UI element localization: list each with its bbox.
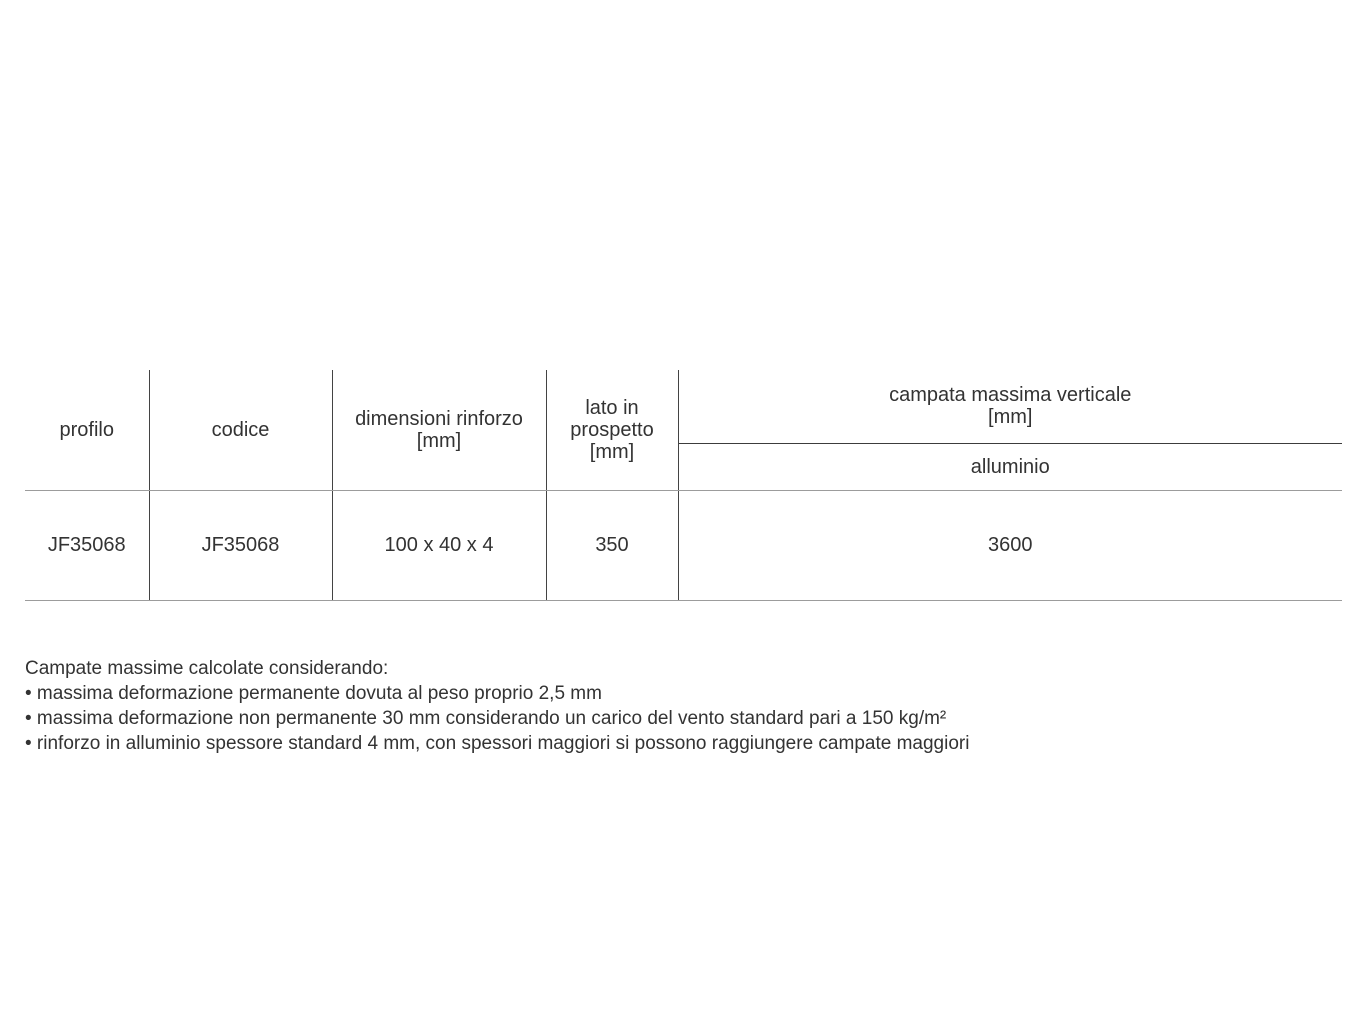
footnotes (25, 656, 969, 756)
column-header-profilo (25, 370, 149, 490)
header-line: dimensioni rinforzo (355, 407, 523, 430)
footnote-item: • rinforzo in alluminio spessore standard 4 mm, con spessori maggiori si possono raggiungere campate maggiori (25, 733, 970, 754)
subheader-line: alluminio (970, 455, 1050, 478)
column-header-campata-massima-verticale (678, 370, 1342, 443)
column-header-dimensioni-rinforzo (332, 370, 546, 490)
header-line: codice (211, 418, 270, 441)
cell-lato-in-prospetto: 350 (546, 490, 678, 600)
profile-spec-table (25, 370, 1342, 601)
footnote-item: • massima deformazione permanente dovuta al peso proprio 2,5 mm (25, 683, 602, 704)
cell-codice: JF35068 (149, 490, 332, 600)
column-header-lato-in-prospetto (546, 370, 678, 490)
footnote-intro: Campate massime calcolate considerando: (25, 658, 389, 679)
cell-campata-alluminio: 3600 (678, 490, 1342, 600)
spec-table (25, 370, 1342, 601)
header-line: lato in (585, 396, 639, 419)
column-subheader-alluminio (678, 443, 1342, 490)
table-row (25, 490, 1342, 600)
header-unit: [mm] (416, 429, 462, 452)
header-unit: [mm] (589, 440, 635, 463)
cell-profilo: JF35068 (25, 490, 149, 600)
column-header-codice (149, 370, 332, 490)
header-line: campata massima verticale (889, 384, 1132, 407)
header-line: prospetto (570, 418, 654, 441)
header-unit: [mm] (988, 406, 1033, 429)
cell-dimensioni-rinforzo: 100 x 40 x 4 (332, 490, 546, 600)
header-line: profilo (59, 418, 114, 441)
footnote-item: • massima deformazione non permanente 30 mm considerando un carico del vento standard pari a 150 kg/m² (25, 708, 947, 729)
